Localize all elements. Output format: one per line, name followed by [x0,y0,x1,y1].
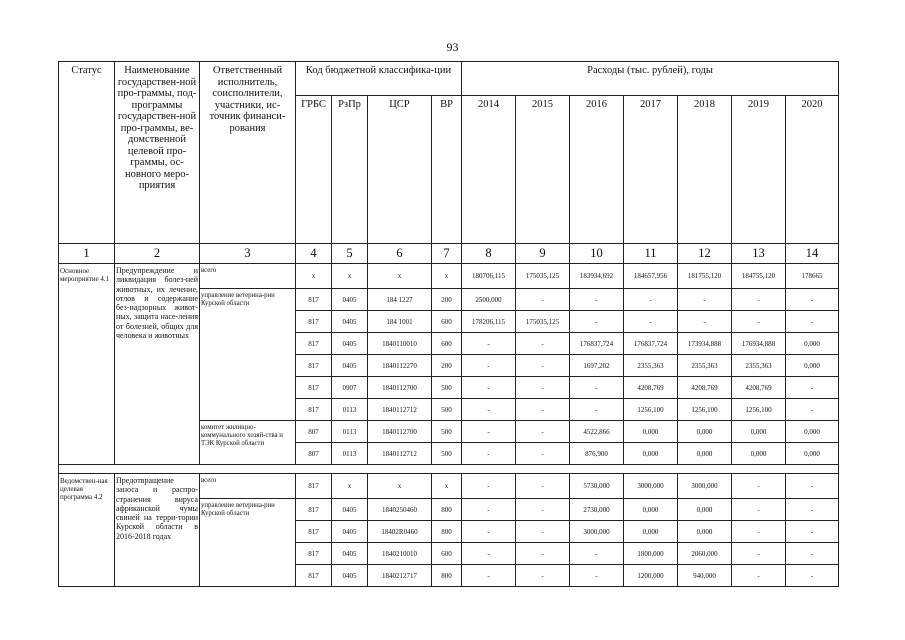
executor-cell: комитет жилищно-коммунального хозяй-ства и ТЭК Курской области [200,421,296,465]
expense-value-cell: - [732,565,786,587]
expense-value-cell: 0,000 [786,421,839,443]
expense-value-cell: - [570,289,624,311]
budget-code-cell: 0113 [332,421,368,443]
budget-code-cell: 500 [432,421,462,443]
expense-value-cell: - [732,311,786,333]
header-expenses: Расходы (тыс. рублей), годы [462,62,839,96]
expense-value-cell: 1256,100 [624,399,678,421]
expense-value-cell: - [462,333,516,355]
expense-value-cell: 4208,769 [732,377,786,399]
column-number: 14 [786,244,839,264]
expense-value-cell: - [516,474,570,499]
column-number: 7 [432,244,462,264]
column-number: 3 [200,244,296,264]
budget-code-cell: x [432,264,462,289]
budget-code-cell: 500 [432,443,462,465]
budget-code-cell: 817 [296,521,332,543]
budget-code-cell: 817 [296,499,332,521]
expense-value-cell: 180706,115 [462,264,516,289]
budget-code-cell: 500 [432,399,462,421]
column-number: 12 [678,244,732,264]
expense-value-cell: - [462,499,516,521]
expense-value-cell: 2060,000 [678,543,732,565]
expense-value-cell: 2355,363 [732,355,786,377]
expense-value-cell: 0,000 [732,421,786,443]
budget-code-cell: 0405 [332,543,368,565]
budget-code-cell: 1840112700 [368,421,432,443]
budget-code-cell: 200 [432,355,462,377]
expense-value-cell: 0,000 [786,443,839,465]
budget-code-cell: 817 [296,399,332,421]
budget-code-cell: 0405 [332,565,368,587]
header-year: 2017 [624,96,678,244]
budget-code-cell: x [432,474,462,499]
budget-code-cell: 1840112712 [368,443,432,465]
budget-code-cell: 800 [432,521,462,543]
budget-code-cell: 1840112712 [368,399,432,421]
header-status: Статус [59,62,115,244]
expense-value-cell: 2500,000 [462,289,516,311]
expense-value-cell: - [462,543,516,565]
expense-value-cell: 4208,769 [624,377,678,399]
budget-code-cell: 817 [296,311,332,333]
expense-value-cell: - [732,474,786,499]
expense-value-cell: 2730,000 [570,499,624,521]
expense-value-cell: 0,000 [786,355,839,377]
section-separator [59,465,839,474]
column-number: 10 [570,244,624,264]
column-number: 13 [732,244,786,264]
expense-value-cell: - [516,377,570,399]
expense-value-cell: - [462,399,516,421]
expense-value-cell: 178206,115 [462,311,516,333]
expense-value-cell: - [462,474,516,499]
expense-value-cell: 181755,120 [678,264,732,289]
budget-code-cell: 817 [296,355,332,377]
budget-code-cell: 500 [432,377,462,399]
header-year: 2018 [678,96,732,244]
expense-value-cell: 4522,866 [570,421,624,443]
page-number: 93 [446,40,459,54]
column-number-row [59,244,839,264]
budget-code-cell: 807 [296,443,332,465]
expense-value-cell: 1800,000 [624,543,678,565]
expense-value-cell: - [462,421,516,443]
expense-value-cell: - [732,521,786,543]
expense-value-cell: - [462,443,516,465]
expense-value-cell: - [462,521,516,543]
column-number: 4 [296,244,332,264]
executor-cell: управление ветерина-рии Курской области [200,289,296,421]
budget-code-cell: 0113 [332,399,368,421]
expense-value-cell: - [732,543,786,565]
budget-code-cell: 184 1001 [368,311,432,333]
budget-code-cell: x [332,264,368,289]
expense-value-cell: - [516,421,570,443]
expense-value-cell: - [462,565,516,587]
expense-value-cell: - [786,499,839,521]
expense-value-cell: - [570,311,624,333]
expense-value-cell: - [462,377,516,399]
executor-cell: всего [200,264,296,289]
budget-code-cell: 600 [432,333,462,355]
expense-value-cell: - [624,289,678,311]
budget-code-cell: 184 1227 [368,289,432,311]
budget-code-cell: 0405 [332,333,368,355]
budget-code-cell: 1840110010 [368,333,432,355]
budget-code-cell: x [368,264,432,289]
expense-value-cell: 940,000 [678,565,732,587]
expense-value-cell: 0,000 [732,443,786,465]
budget-code-cell: 817 [296,565,332,587]
executor-cell: всего [200,474,296,499]
expense-value-cell: - [786,474,839,499]
expense-value-cell: 1200,000 [624,565,678,587]
expense-value-cell: - [516,289,570,311]
expense-value-cell: - [678,289,732,311]
expense-value-cell: - [786,521,839,543]
column-number: 5 [332,244,368,264]
expense-value-cell: - [786,289,839,311]
column-number: 6 [368,244,432,264]
table-body [59,264,839,587]
expense-value-cell: 3000,000 [624,474,678,499]
expense-value-cell: 5730,000 [570,474,624,499]
budget-code-cell: 807 [296,421,332,443]
column-number: 11 [624,244,678,264]
header-grbs: ГРБС [296,96,332,244]
expense-value-cell: - [516,443,570,465]
header-year: 2014 [462,96,516,244]
status-cell: Ведомствен-ная целевая программа 4.2 [59,474,115,587]
expense-value-cell: - [516,543,570,565]
expense-value-cell: - [624,311,678,333]
program-name-cell: Предупреждение и ликвидация болез-ней животных, их лечение, отлов и содержание без-надзорных живот-ных, защита насе-ления от болезней, общих для человека и животных [115,264,200,465]
budget-code-cell: 0405 [332,499,368,521]
budget-code-cell: 0405 [332,311,368,333]
budget-code-cell: 0907 [332,377,368,399]
budget-code-cell: x [296,264,332,289]
budget-code-cell: 600 [432,311,462,333]
expense-value-cell: 173934,888 [678,333,732,355]
budget-code-cell: 1840212717 [368,565,432,587]
expense-value-cell: - [786,377,839,399]
expense-value-cell: 0,000 [678,499,732,521]
expense-value-cell: - [786,311,839,333]
expense-value-cell: 3000,000 [678,474,732,499]
expense-value-cell: - [786,565,839,587]
expense-value-cell: 176837,724 [624,333,678,355]
budget-code-cell: 817 [296,543,332,565]
expense-value-cell: - [516,499,570,521]
budget-code-cell: 0113 [332,443,368,465]
header-rzpr: РзПр [332,96,368,244]
table-row [59,474,839,499]
budget-code-cell: 817 [296,377,332,399]
separator-cell [59,465,839,474]
header-csr: ЦСР [368,96,432,244]
expense-value-cell: - [570,543,624,565]
header-year: 2015 [516,96,570,244]
header-budget-code: Код бюджетной классифика-ции [296,62,462,96]
expense-value-cell: 175035,125 [516,311,570,333]
expense-value-cell: 178665 [786,264,839,289]
expense-value-cell: - [516,399,570,421]
expense-value-cell: 2355,363 [624,355,678,377]
budget-code-cell: x [368,474,432,499]
expense-value-cell: - [678,311,732,333]
budget-code-cell: 800 [432,565,462,587]
column-number: 2 [115,244,200,264]
header-vr: ВР [432,96,462,244]
budget-code-cell: 1840112700 [368,377,432,399]
expense-value-cell: 184755,120 [732,264,786,289]
column-number: 1 [59,244,115,264]
budget-code-cell: 600 [432,543,462,565]
expense-value-cell: - [516,565,570,587]
expense-value-cell: - [462,355,516,377]
expense-value-cell: - [516,355,570,377]
budget-code-cell: 817 [296,333,332,355]
budget-code-cell: x [332,474,368,499]
expense-value-cell: 184657,956 [624,264,678,289]
budget-code-cell: 817 [296,474,332,499]
budget-code-cell: 1840112270 [368,355,432,377]
budget-code-cell: 0405 [332,289,368,311]
budget-code-cell: 800 [432,499,462,521]
expense-value-cell: 3000,000 [570,521,624,543]
expense-value-cell: 0,000 [624,521,678,543]
budget-code-cell: 0405 [332,355,368,377]
executor-cell: управление ветерина-рии Курской области [200,499,296,587]
budget-table-container [58,61,838,587]
expense-value-cell: 0,000 [678,443,732,465]
expense-value-cell: - [516,521,570,543]
expense-value-cell: 1256,100 [678,399,732,421]
expense-value-cell: 0,000 [624,421,678,443]
expense-value-cell: - [516,333,570,355]
column-number: 8 [462,244,516,264]
budget-code-cell: 0405 [332,521,368,543]
expense-value-cell: 876,900 [570,443,624,465]
expense-value-cell: 0,000 [678,521,732,543]
budget-code-cell: 1840210010 [368,543,432,565]
expense-value-cell: - [732,289,786,311]
budget-code-cell: 1840250460 [368,499,432,521]
expense-value-cell: 183934,692 [570,264,624,289]
expense-value-cell: - [570,565,624,587]
expense-value-cell: 1256,100 [732,399,786,421]
header-year: 2016 [570,96,624,244]
expense-value-cell: 176837,724 [570,333,624,355]
expense-value-cell: 1697,202 [570,355,624,377]
expense-value-cell: - [570,399,624,421]
budget-code-cell: 817 [296,289,332,311]
budget-code-cell: 18402R0460 [368,521,432,543]
expense-value-cell: 4208,769 [678,377,732,399]
header-year: 2020 [786,96,839,244]
expense-value-cell: 0,000 [624,443,678,465]
header-year: 2019 [732,96,786,244]
expense-value-cell: 176934,888 [732,333,786,355]
program-name-cell: Предотвращение заноса и распро-странения вируса африканской чумы свиней на терри-тории Курской области в 2016-2018 годах [115,474,200,587]
header-name: Наименование государствен-ной про-граммы, под-программы государствен-ной про-граммы, ве-домственной целевой про-граммы, ос-новного меро-приятия [115,62,200,244]
expense-value-cell: - [570,377,624,399]
status-cell: Основное мероприятие 4.1 [59,264,115,465]
table-row [59,264,839,289]
budget-table [58,61,839,587]
expense-value-cell: - [786,543,839,565]
expense-value-cell: 175035,125 [516,264,570,289]
header-responsible: Ответственный исполнитель, соисполнители, участники, ис-точник финанси-рования [200,62,296,244]
expense-value-cell: - [786,399,839,421]
expense-value-cell: 0,000 [624,499,678,521]
expense-value-cell: - [732,499,786,521]
column-number: 9 [516,244,570,264]
expense-value-cell: 0,000 [786,333,839,355]
expense-value-cell: 2355,363 [678,355,732,377]
budget-code-cell: 200 [432,289,462,311]
expense-value-cell: 0,000 [678,421,732,443]
